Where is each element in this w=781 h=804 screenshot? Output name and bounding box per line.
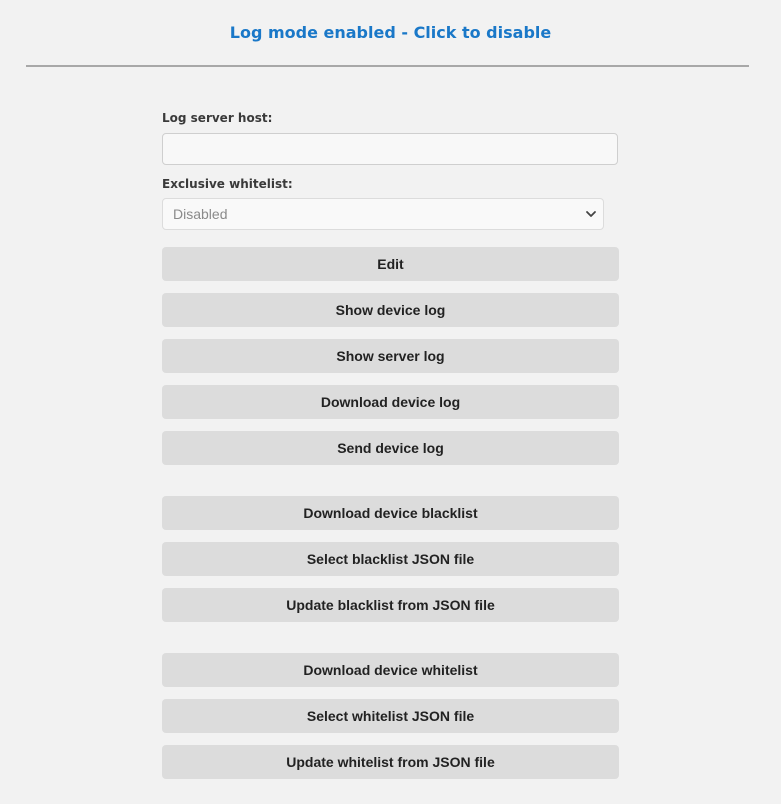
exclusive-whitelist-label: Exclusive whitelist: bbox=[162, 177, 293, 191]
download-device-log-button[interactable]: Download device log bbox=[162, 385, 619, 419]
select-whitelist-json-button[interactable]: Select whitelist JSON file bbox=[162, 699, 619, 733]
log-server-host-label: Log server host: bbox=[162, 111, 273, 125]
log-mode-toggle-link[interactable]: Log mode enabled - Click to disable bbox=[229, 23, 552, 42]
download-device-blacklist-button[interactable]: Download device blacklist bbox=[162, 496, 619, 530]
select-blacklist-json-button[interactable]: Select blacklist JSON file bbox=[162, 542, 619, 576]
show-server-log-button[interactable]: Show server log bbox=[162, 339, 619, 373]
log-server-host-input[interactable] bbox=[162, 133, 618, 165]
exclusive-whitelist-selected-value: Disabled bbox=[173, 206, 228, 222]
edit-button[interactable]: Edit bbox=[162, 247, 619, 281]
log-settings-form bbox=[162, 109, 619, 230]
update-whitelist-from-json-button[interactable]: Update whitelist from JSON file bbox=[162, 745, 619, 779]
show-device-log-button[interactable]: Show device log bbox=[162, 293, 619, 327]
send-device-log-button[interactable]: Send device log bbox=[162, 431, 619, 465]
download-device-whitelist-button[interactable]: Download device whitelist bbox=[162, 653, 619, 687]
chevron-down-icon bbox=[585, 208, 597, 220]
exclusive-whitelist-select[interactable] bbox=[162, 198, 604, 230]
update-blacklist-from-json-button[interactable]: Update blacklist from JSON file bbox=[162, 588, 619, 622]
header-divider bbox=[26, 65, 749, 67]
